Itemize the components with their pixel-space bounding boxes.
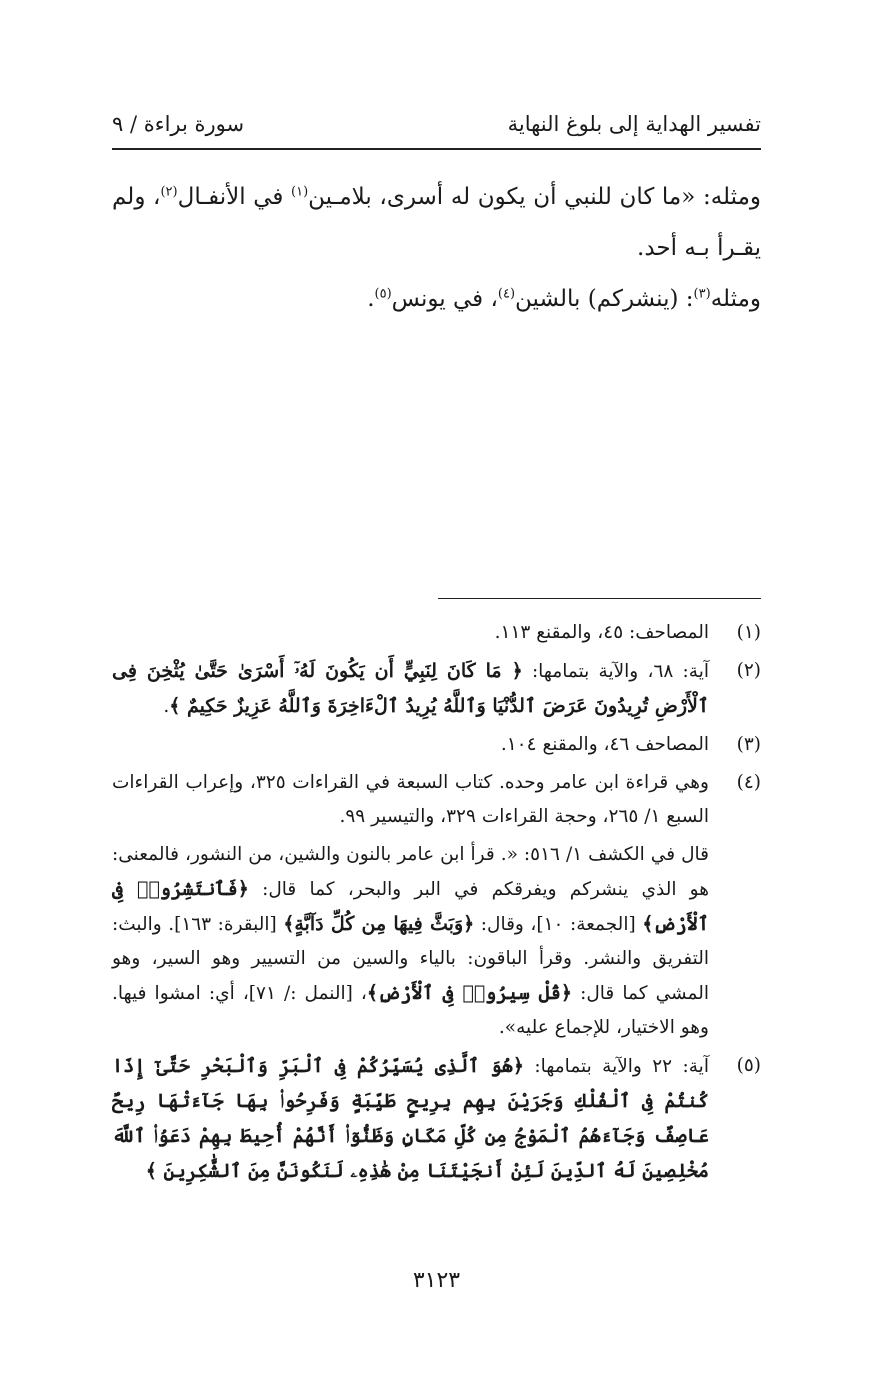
footnote-intro: آية: ٦٨، والآية بتمامها: <box>531 661 709 682</box>
text-segment: : (ينشركم) بالشين <box>515 286 694 312</box>
footnote-marker: (١) <box>291 184 309 200</box>
text-segment: في الأنفـال <box>177 184 284 210</box>
footnote-text: وهي قراءة ابن عامر وحده. كتاب السبعة في القراءات ٣٢٥، وإعراب القراءات السبع ١/ ٢٦٥، وحجة القراءات ٣٢٩، والتيسير ٩٩. <box>112 772 709 827</box>
main-text <box>112 172 761 325</box>
text-segment: ، في يونس <box>391 286 498 312</box>
footnote-separator <box>438 598 761 599</box>
paragraph-2 <box>112 274 761 325</box>
text-segment: قال في الكشف ١/ ٥١٦: «. قرأ ابن عامر بالنون والشين، من النشور، فالمعنى: هو الذي ينشركم ويفرقكم في البر والبحر، كما قال: <box>112 844 709 900</box>
page-number: ٣١٢٣ <box>412 1268 461 1293</box>
text-segment: ومثله: «ما كان للنبي أن يكون له أسرى، بلامـين <box>308 184 762 210</box>
paragraph-1 <box>112 172 761 274</box>
footnote-marker: (٤) <box>497 286 516 302</box>
text-segment: ومثله <box>710 286 761 312</box>
footnote-number: (٣) <box>736 734 761 755</box>
text-segment: . <box>163 696 170 717</box>
footnote-quote <box>112 838 709 1045</box>
footnote-text: المصاحف ٤٦، والمقنع ١٠٤. <box>500 734 709 755</box>
footnote-text: المصاحف: ٤٥، والمقنع ١١٣. <box>494 622 709 643</box>
footnotes <box>112 616 761 1193</box>
book-title: تفسير الهداية إلى بلوغ النهاية <box>507 112 761 136</box>
footnote-number: (٥) <box>736 1055 761 1076</box>
text-segment: [الجمعة: ١٠]، وقال: <box>480 914 636 935</box>
running-header <box>112 112 761 144</box>
footnote-intro: آية: ٢٢ والآية بتمامها: <box>534 1056 709 1077</box>
footnote-marker: (٥) <box>374 286 392 302</box>
quran-verse: ﴿وَبَثَّ فِيهَا مِن كُلِّ دَآبَّةٍ﴾ <box>283 913 475 935</box>
footnote-1 <box>112 616 761 650</box>
footnote-text <box>112 654 709 724</box>
footnote-3 <box>112 728 761 762</box>
quran-verse: ﴿قُلْ سِيرُوا۟ فِى ٱلْأَرْضِ﴾ <box>366 982 573 1004</box>
footnote-marker: (٢) <box>160 184 178 200</box>
footnote-text <box>112 1049 709 1189</box>
text-segment: ، ولم يقـرأ بـه أحد. <box>112 184 761 261</box>
footnote-5 <box>112 1049 761 1189</box>
quran-verse: ﴿فَٱنتَشِرُوا۟ فِى ٱلْأَرْضِ﴾ <box>112 878 709 935</box>
text-segment: . <box>367 286 375 312</box>
footnote-4 <box>112 766 761 1045</box>
footnote-number: (١) <box>736 622 761 643</box>
text-segment: [البقرة: ١٦٣]. والبث: التفريق والنشر. وقرأ الباقون: بالياء والسين من التسيير وهو السير، وهو المشي كما قال: <box>112 914 709 1004</box>
header-rule <box>112 148 761 150</box>
surah-label: سورة براءة / ٩ <box>112 112 245 136</box>
text-segment: ، [النمل :/ ٧١]، أي: امشوا فيها. وهو الاختيار، للإجماع عليه». <box>112 983 709 1038</box>
footnote-marker: (٣) <box>693 286 711 302</box>
quran-verse: ﴿ مَا كَانَ لِنَبِيٍّ أَن يَكُونَ لَهُۥٓ أَسْرَىٰ حَتَّىٰ يُثْخِنَ فِى ٱلْأَرْضِ تُرِيدُونَ عَرَضَ ٱلدُّنْيَا وَٱللَّهُ يُرِيدُ ٱلْءَاخِرَةَ وَٱللَّهُ عَزِيزٌ حَكِيمٌ ﴾ <box>112 660 709 717</box>
footnote-number: (٤) <box>736 772 761 793</box>
footnote-2 <box>112 654 761 724</box>
quran-verse: ﴿هُوَ ٱلَّذِى يُسَيِّرُكُمْ فِى ٱلْبَرِّ وَٱلْبَحْرِ حَتَّىٰٓ إِذَا كُنتُمْ فِى ٱلْفُلْكِ وَجَرَيْنَ بِهِم بِرِيحٍ طَيِّبَةٍ وَفَرِحُوا۟ بِهَا جَآءَتْهَا رِيحٌ عَاصِفٌ وَجَآءَهُمُ ٱلْمَوْجُ مِن كُلِّ مَكَانٍ وَظَنُّوٓا۟ أَنَّهُمْ أُحِيطَ بِهِمْ دَعَوُا۟ ٱللَّهَ مُخْلِصِينَ لَهُ ٱلدِّينَ لَئِنْ أَنجَيْتَنَا مِنْ هَٰذِهِۦ لَنَكُونَنَّ مِنَ ٱلشَّٰكِرِينَ ﴾ <box>112 1055 709 1182</box>
footnote-number: (٢) <box>736 660 761 681</box>
